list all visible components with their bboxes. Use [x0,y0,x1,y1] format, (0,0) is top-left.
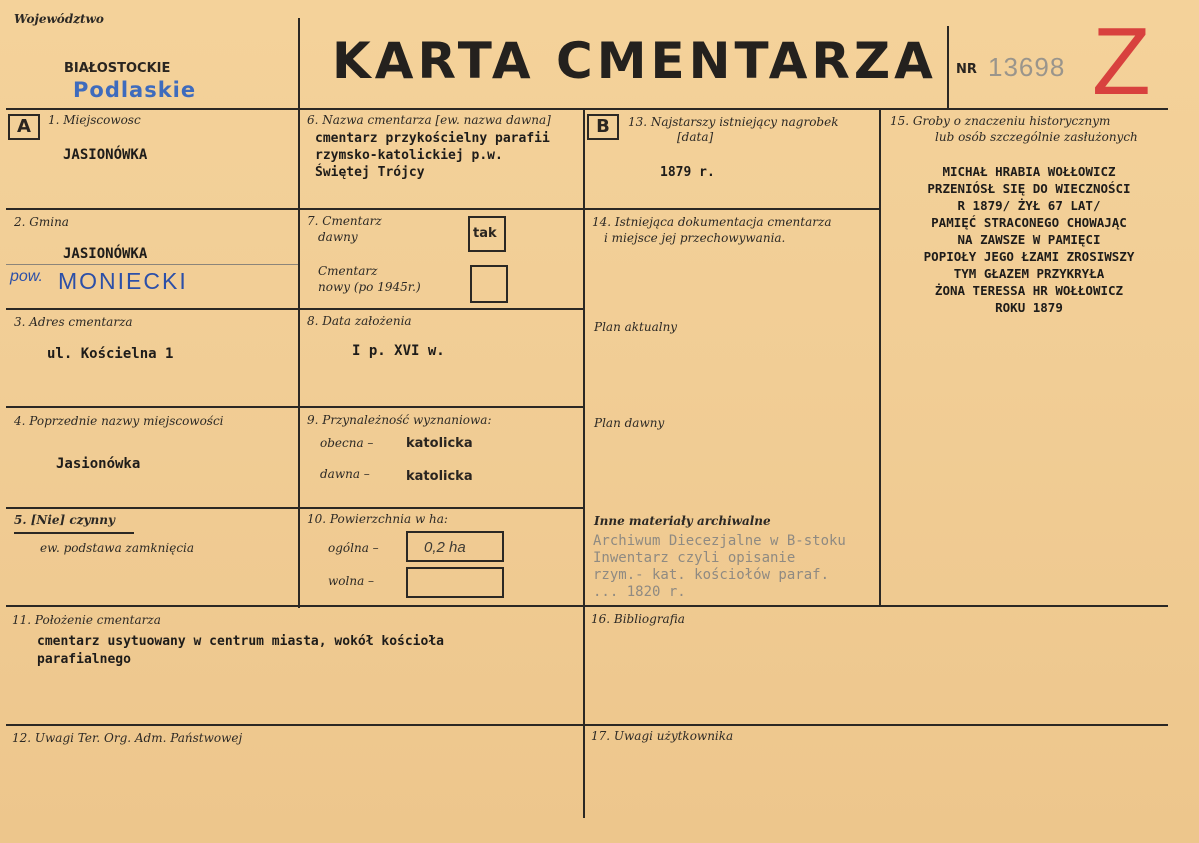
f2-handwritten: MONIECKI [58,268,188,294]
f10-ogolna-value: 0,2 ha [424,539,466,556]
section-a-badge: A [8,114,40,140]
row-rule-1 [6,208,584,210]
f10-ogolna-field[interactable] [406,531,504,562]
f10-label: 10. Powierzchnia w ha: [307,512,448,526]
f5-label: 5. [Nie] czynny [14,513,115,527]
f5-strike [14,532,134,534]
f6-line: rzymsko-katolickiej p.w. [315,148,503,163]
f15-sub: lub osób szczególnie zasłużonych [935,130,1138,144]
f9-obecna-value: katolicka [406,436,473,451]
f11-label: 11. Położenie cmentarza [12,613,161,627]
f10-wolna-field[interactable] [406,567,504,598]
f6-label: 6. Nazwa cmentarza [ew. nazwa dawna] [307,113,551,127]
row-rule-b1 [584,208,880,210]
f5-sub: ew. podstawa zamknięcia [40,541,195,555]
f9-label: 9. Przynależność wyznaniowa: [307,413,492,427]
f15-line: R 1879/ ŻYŁ 67 LAT/ [957,198,1101,213]
f7-nowy-label: Cmentarz [318,264,378,278]
f6-line: cmentarz przykościelny parafii [315,131,550,146]
f4-label: 4. Poprzednie nazwy miejscowości [14,414,224,428]
corner-mark: Z [1092,8,1151,115]
wojewodztwo-label: Województwo [14,12,104,26]
f14-label: 14. Istniejąca dokumentacja cmentarza [592,215,832,229]
f14-archive-line: ... 1820 r. [593,584,686,600]
f11-value [37,633,444,669]
f2-label: 2. Gmina [14,215,69,229]
f11-line: cmentarz usytuowany w centrum miasta, wokół kościoła [37,634,444,649]
card-title: KARTA CMENTARZA [332,32,937,90]
f14-sub: i miejsce jej przechowywania. [604,231,786,245]
f10-wolna-label: wolna – [328,574,375,588]
wojewodztwo-stamp: Podlaskie [73,78,197,102]
f9-dawna-value: katolicka [406,469,473,484]
f15-line: POPIOŁY JEGO ŁZAMI ZROSIWSZY [923,249,1135,264]
f14-plan-dawny: Plan dawny [594,416,665,430]
row-rule-2 [6,308,584,310]
f7-nowy-sub: nowy (po 1945r.) [318,280,421,294]
f10-ogolna-label: ogólna – [328,541,379,555]
section-b-badge: B [587,114,619,140]
f14-archive-line: rzym.- kat. kościołów paraf. [593,567,830,583]
f14-archive-list [593,533,846,601]
f15-line: MICHAŁ HRABIA WOŁŁOWICZ [942,164,1116,179]
f16-label: 16. Bibliografia [591,612,685,626]
f1-label: 1. Miejscowosc [48,113,141,127]
f1-value: JASIONÓWKA [63,147,148,163]
f7-check-value: tak [473,226,497,241]
f12-label: 12. Uwagi Ter. Org. Adm. Państwowej [12,731,243,745]
f14-archive-line: Archiwum Diecezjalne w B-stoku [593,533,846,549]
f15-line: TYM GŁAZEM PRZYKRYŁA [953,266,1105,281]
col-a-b-divider [583,108,585,818]
f11-line: parafialnego [37,652,131,667]
f15-line: PAMIĘĆ STRACONEGO CHOWAJĄC [931,215,1127,230]
f3-label: 3. Adres cmentarza [14,315,133,329]
f14-plan-aktualny: Plan aktualny [594,320,678,334]
f13-value: 1879 r. [660,165,715,180]
f3-value: ul. Kościelna 1 [47,346,174,362]
f15-label: 15. Groby o znaczeniu historycznym [890,114,1111,128]
row-rule-4 [6,507,584,509]
f15-line: NA ZAWSZE W PAMIĘCI [957,232,1101,247]
f15-inscription [888,163,1170,316]
nr-label: NR [956,62,977,77]
f15-line: ŻONA TERESSA HR WOŁŁOWICZ [934,283,1124,298]
f6-value [315,130,550,181]
f7-dawny: dawny [318,230,358,244]
f17-label: 17. Uwagi użytkownika [591,729,734,743]
f2-underline [6,264,298,265]
f15-line: ROKU 1879 [995,300,1063,315]
f8-label: 8. Data założenia [307,314,412,328]
nr-value: 13698 [988,52,1066,82]
f14-archive-line: Inwentarz czyli opisanie [593,550,796,566]
f2-value: JASIONÓWKA [63,246,148,262]
f8-value: I p. XVI w. [352,343,445,359]
f13-label: 13. Najstarszy istniejący nagrobek [628,115,839,129]
f15-line: PRZENIÓSŁ SIĘ DO WIECZNOŚCI [927,181,1131,196]
header-bottom-rule [6,108,1168,110]
header-left-divider [298,18,300,608]
f7-label: 7. Cmentarz [307,214,382,228]
f9-dawna-label: dawna – [320,467,370,481]
nr-box-left [947,26,949,109]
row-rule-6 [6,724,1168,726]
row-rule-3 [6,406,584,408]
f6-line: Świętej Trójcy [315,165,425,180]
col-b-divider [879,108,881,606]
f7-nowy-checkbox[interactable] [470,265,508,303]
wojewodztwo-value: BIAŁOSTOCKIE [64,61,171,76]
f2-handwritten-prefix: pow. [10,268,43,285]
f4-value: Jasionówka [56,456,141,472]
f13-sub: [data] [677,130,714,144]
f7-dawny-checkbox[interactable] [468,216,506,252]
f9-obecna-label: obecna – [320,436,374,450]
row-rule-5 [6,605,1168,607]
f14-inne: Inne materiały archiwalne [594,514,771,528]
